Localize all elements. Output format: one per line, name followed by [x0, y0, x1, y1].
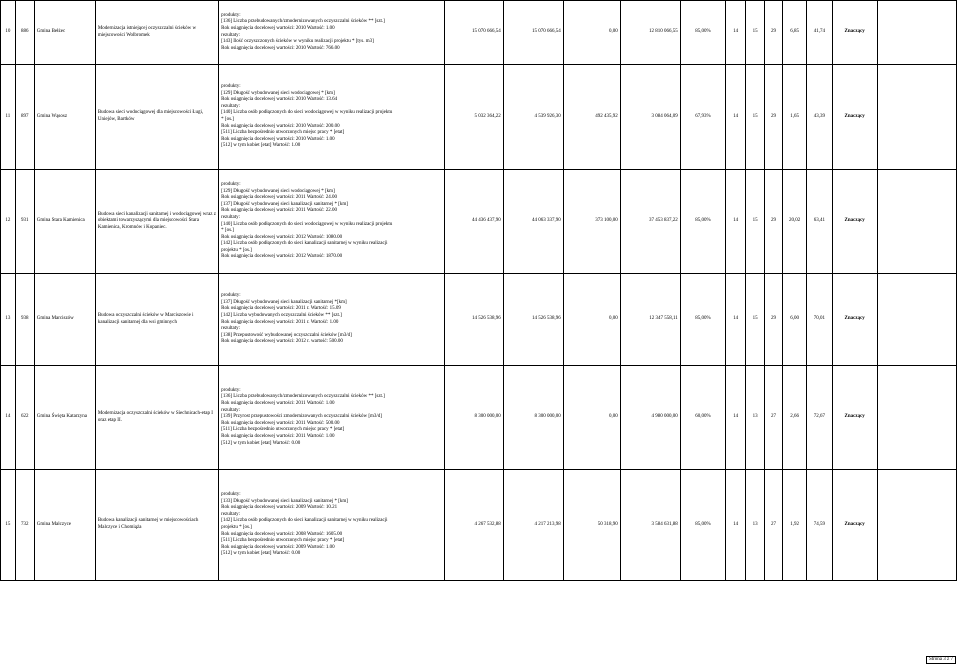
score-2: 13 — [746, 366, 765, 470]
score-1: 14 — [726, 1, 746, 65]
score-2: 15 — [746, 65, 765, 170]
score-sum: 27 — [765, 470, 783, 581]
funding-percent: 85,00% — [680, 470, 725, 581]
indicator-line: [136] Liczba przebudowanych/zmodernizowanych oczyszczalni ścieków ** [szt.] — [221, 394, 385, 400]
indicators — [219, 170, 445, 274]
indicator-line: [142] Liczba osób podłączonych do sieci kanalizacji sanitarnej w wyniku realizacji — [221, 241, 388, 247]
indicator-line: Rok osiągnięcia docelowej wartości: 2011 Wartość: 22.00 — [221, 208, 337, 214]
indicator-line: rezultaty: — [221, 326, 241, 332]
funding-percent: 85,00% — [680, 170, 725, 274]
rating: Znaczący — [832, 274, 877, 366]
indicator-line: Rok osiągnięcia docelowej wartości: 2009 Wartość: 1.00 — [221, 544, 335, 550]
score-2: 15 — [746, 1, 765, 65]
eligible-cost: 15 070 666,54 — [503, 1, 563, 65]
indicator-line: Rok osiągnięcia docelowej wartości: 2011 Wartość: 500.00 — [221, 420, 340, 426]
score-total: 43,39 — [807, 65, 832, 170]
indicator-line: [129] Długość wybudowanej sieci wodociągowej * [km] — [221, 90, 335, 96]
row-number: 14 — [1, 366, 16, 470]
funding-amount: 12 810 066,55 — [620, 1, 680, 65]
eligible-cost: 14 526 538,96 — [503, 274, 563, 366]
indicator-line: Rok osiągnięcia docelowej wartości: 2011 Wartość: 1.00 — [221, 401, 335, 407]
indicator-line: Rok osiągnięcia docelowej wartości: 2011 Wartość: 1.00 — [221, 433, 335, 439]
score-3: 1,92 — [782, 470, 806, 581]
table-row — [1, 366, 957, 470]
notes-cell — [877, 470, 956, 581]
total-cost: 4 267 532,88 — [444, 470, 503, 581]
indicator-line: * [os.] — [221, 228, 234, 234]
indicators — [219, 470, 445, 581]
indicator-line: produkty: — [221, 293, 241, 299]
indicators — [219, 366, 445, 470]
funding-amount: 12 347 558,11 — [620, 274, 680, 366]
indicator-line: [140] Liczba osób podłączonych do sieci wodociągowej w wyniku realizacji projektu — [221, 110, 393, 116]
beneficiary: Gmina Malczyce — [34, 470, 95, 581]
notes-cell — [877, 65, 956, 170]
notes-cell — [877, 170, 956, 274]
project-id: 897 — [15, 65, 34, 170]
row-number: 10 — [1, 1, 16, 65]
project-id: 938 — [15, 274, 34, 366]
project-title: Budowa kanalizacji sanitarnej w miejscowościach Malczyce i Chomiąża — [95, 470, 218, 581]
indicator-line: [138] Przepustowość wybudowanej oczyszczalni ścieków [m3/d] — [221, 332, 352, 338]
indicator-line: rezultaty: — [221, 407, 241, 413]
total-cost: 8 300 000,00 — [444, 366, 503, 470]
table-row — [1, 274, 957, 366]
eligible-cost: 8 300 000,00 — [503, 366, 563, 470]
score-sum: 29 — [765, 1, 783, 65]
eligible-cost: 44 063 337,90 — [503, 170, 563, 274]
project-title: Budowa sieci wodociągowej dla miejscowości Ługi, Uniejów, Bartków — [95, 65, 218, 170]
score-3: 1,65 — [782, 65, 806, 170]
own-contribution: 373 100,00 — [563, 170, 620, 274]
indicator-line: Rok osiągnięcia docelowej wartości: 2011 r. Wartość: 1.00 — [221, 319, 339, 325]
indicator-line: produkty: — [221, 84, 241, 90]
indicator-line: Rok osiągnięcia docelowej wartości: 2011 Wartość: 24.00 — [221, 195, 337, 201]
score-1: 14 — [726, 274, 746, 366]
rating: Znaczący — [832, 470, 877, 581]
row-number: 15 — [1, 470, 16, 581]
score-total: 72,67 — [807, 366, 832, 470]
table-row — [1, 65, 957, 170]
rating: Znaczący — [832, 170, 877, 274]
score-1: 14 — [726, 65, 746, 170]
score-3: 20,02 — [782, 170, 806, 274]
indicators — [219, 274, 445, 366]
indicator-line: produkty: — [221, 387, 241, 393]
indicator-line: produkty: — [221, 492, 241, 498]
own-contribution: 0,00 — [563, 366, 620, 470]
indicator-line: [511] Liczba bezpośrednio utworzonych miejsc pracy * [etat] — [221, 130, 345, 136]
row-number: 12 — [1, 170, 16, 274]
funding-amount: 3 084 064,09 — [620, 65, 680, 170]
notes-cell — [877, 1, 956, 65]
score-sum: 29 — [765, 274, 783, 366]
indicator-line: Rok osiągnięcia docelowej wartości: 2012 Wartość: 1080.00 — [221, 234, 343, 240]
project-title: Budowa sieci kanalizacji sanitarnej i wodociągowej wraz z obiektami towarzyszącymi dla miejscowości Stara Kamienica, Kromnów i Kopaniec. — [95, 170, 218, 274]
indicator-line: [137] Długość wybudowanej sieci kanalizacji sanitarnej *[km] — [221, 299, 347, 305]
score-total: 63,41 — [807, 170, 832, 274]
row-number: 11 — [1, 65, 16, 170]
indicator-line: Rok osiągnięcia docelowej wartości: 2008 Wartość: 1605.00 — [221, 531, 343, 537]
indicator-line: [140] Liczba osób podłączonych do sieci wodociągowej w wyniku realizacji projektu — [221, 221, 393, 227]
indicator-line: [142] Liczba osób podłączonych do sieci kanalizacji sanitarnej w wyniku realizacji — [221, 518, 388, 524]
funding-amount: 37 453 837,22 — [620, 170, 680, 274]
indicator-line: [137] Długość wybudowanej sieci kanalizacji sanitarnej * [km] — [221, 201, 348, 207]
score-3: 2,66 — [782, 366, 806, 470]
table-row — [1, 1, 957, 65]
indicator-line: Rok osiągnięcia docelowej wartości: 2012 r. wartość: 500.00 — [221, 339, 343, 345]
score-2: 13 — [746, 470, 765, 581]
indicator-line: rezultaty: — [221, 214, 241, 220]
own-contribution: 0,00 — [563, 1, 620, 65]
score-sum: 27 — [765, 366, 783, 470]
page-number: Strona 3 z 7 — [926, 656, 956, 664]
funding-percent: 85,00% — [680, 274, 725, 366]
indicator-line: Rok osiągnięcia docelowej wartości: 2010 Wartość: 1.00 — [221, 25, 335, 31]
notes-cell — [877, 366, 956, 470]
indicator-line: projektu * [os.] — [221, 525, 252, 530]
rating: Znaczący — [832, 1, 877, 65]
indicator-line: [512] w tym kobiet [etat] Wartość: 0.00 — [221, 551, 301, 557]
total-cost: 44 436 437,90 — [444, 170, 503, 274]
beneficiary: Gmina Marciszów — [34, 274, 95, 366]
project-id: 886 — [15, 1, 34, 65]
indicator-line: Rok osiągnięcia docelowej wartości: 2010 Wartość: 1.00 — [221, 136, 335, 142]
rating: Znaczący — [832, 65, 877, 170]
indicator-line: rezultaty: — [221, 511, 241, 517]
beneficiary: Gmina Stara Kamienica — [34, 170, 95, 274]
table-row — [1, 470, 957, 581]
project-title: Modernizacja istniejącej oczyszczalni ścieków w miejscowości Wolbromek — [95, 1, 218, 65]
score-sum: 29 — [765, 65, 783, 170]
score-total: 41,74 — [807, 1, 832, 65]
total-cost: 5 032 364,22 — [444, 65, 503, 170]
funding-amount: 3 584 631,88 — [620, 470, 680, 581]
indicator-line: Rok osiągnięcia docelowej wartości: 2011 r. Wartość: 15.09 — [221, 306, 341, 312]
indicator-line: Rok osiągnięcia docelowej wartości: 2010 Wartość: 200.00 — [221, 123, 340, 129]
total-cost: 15 070 666,54 — [444, 1, 503, 65]
score-3: 6,85 — [782, 1, 806, 65]
indicator-line: [511] Liczba bezpośrednio utworzonych miejsc pracy * [etat] — [221, 427, 345, 433]
project-id: 931 — [15, 170, 34, 274]
indicator-line: produkty: — [221, 12, 241, 18]
score-sum: 29 — [765, 170, 783, 274]
own-contribution: 50 318,90 — [563, 470, 620, 581]
score-1: 14 — [726, 470, 746, 581]
score-total: 70,01 — [807, 274, 832, 366]
indicator-line: * [os.] — [221, 117, 234, 122]
score-1: 14 — [726, 170, 746, 274]
total-cost: 14 526 538,96 — [444, 274, 503, 366]
indicator-line: Rok osiągnięcia docelowej wartości: 2010 Wartość: 766.00 — [221, 45, 340, 51]
indicator-line: [511] Liczba bezpośrednio utworzonych miejsc pracy * [etat] — [221, 538, 345, 544]
indicator-line: [142] Liczba wybudowanych oczyszczalni ścieków ** [szt.] — [221, 312, 342, 318]
project-title: Budowa oczyszczalni ścieków w Marciszowie i kanalizacji sanitarnej dla wsi gminnych — [95, 274, 218, 366]
indicator-line: [133] Długość wybudowanej sieci kanalizacji sanitarnej * [km] — [221, 498, 348, 504]
table-row — [1, 170, 957, 274]
indicator-line: projektu * [os.] — [221, 247, 252, 253]
indicator-line: Rok osiągnięcia docelowej wartości: 2010 Wartość: 13.64 — [221, 97, 338, 103]
indicator-line: [512] w tym kobiet [etat] Wartość: 0.00 — [221, 440, 301, 446]
indicator-line: rezultaty: — [221, 103, 241, 109]
score-1: 14 — [726, 366, 746, 470]
funding-percent: 85,00% — [680, 1, 725, 65]
indicators — [219, 65, 445, 170]
indicator-line: produkty: — [221, 181, 241, 187]
funding-amount: 4 980 000,00 — [620, 366, 680, 470]
score-3: 6,00 — [782, 274, 806, 366]
indicator-line: [139] Przyrost przepustowości zmodernizowanych oczyszczalni ścieków [m3/d] — [221, 414, 382, 420]
project-id: 732 — [15, 470, 34, 581]
eligible-cost: 4 217 213,98 — [503, 470, 563, 581]
beneficiary: Gmina Święta Katarzyna — [34, 366, 95, 470]
notes-cell — [877, 274, 956, 366]
project-id: 622 — [15, 366, 34, 470]
own-contribution: 492 435,92 — [563, 65, 620, 170]
indicators — [219, 1, 445, 65]
own-contribution: 0,00 — [563, 274, 620, 366]
indicator-line: rezultaty: — [221, 32, 241, 38]
beneficiary: Gmina Wąsosz — [34, 65, 95, 170]
eligible-cost: 4 539 926,30 — [503, 65, 563, 170]
rating: Znaczący — [832, 366, 877, 470]
indicator-line: [143] Ilość oczyszczonych ścieków w wyniku realizacji projektu * [tys. m3] — [221, 39, 374, 45]
funding-percent: 60,00% — [680, 366, 725, 470]
indicator-line: Rok osiągnięcia docelowej wartości: 2012 Wartość: 1870.00 — [221, 254, 343, 260]
indicator-line: [136] Liczba przebudowanych/zmodernizowanych oczyszczalni ścieków ** [szt.] — [221, 19, 385, 25]
score-2: 15 — [746, 274, 765, 366]
beneficiary: Gmina Bełżec — [34, 1, 95, 65]
indicator-line: [512] w tym kobiet [etat] Wartość: 1.00 — [221, 143, 301, 149]
funding-percent: 67,93% — [680, 65, 725, 170]
indicator-line: Rok osiągnięcia docelowej wartości: 2009 Wartość: 10.21 — [221, 505, 338, 511]
row-number: 13 — [1, 274, 16, 366]
indicator-line: [129] Długość wybudowanej sieci wodociągowej * [km] — [221, 188, 335, 194]
score-total: 74,59 — [807, 470, 832, 581]
project-title: Modernizacja oczyszczalni ścieków w Siechnicach-etap I oraz etap II. — [95, 366, 218, 470]
score-2: 15 — [746, 170, 765, 274]
